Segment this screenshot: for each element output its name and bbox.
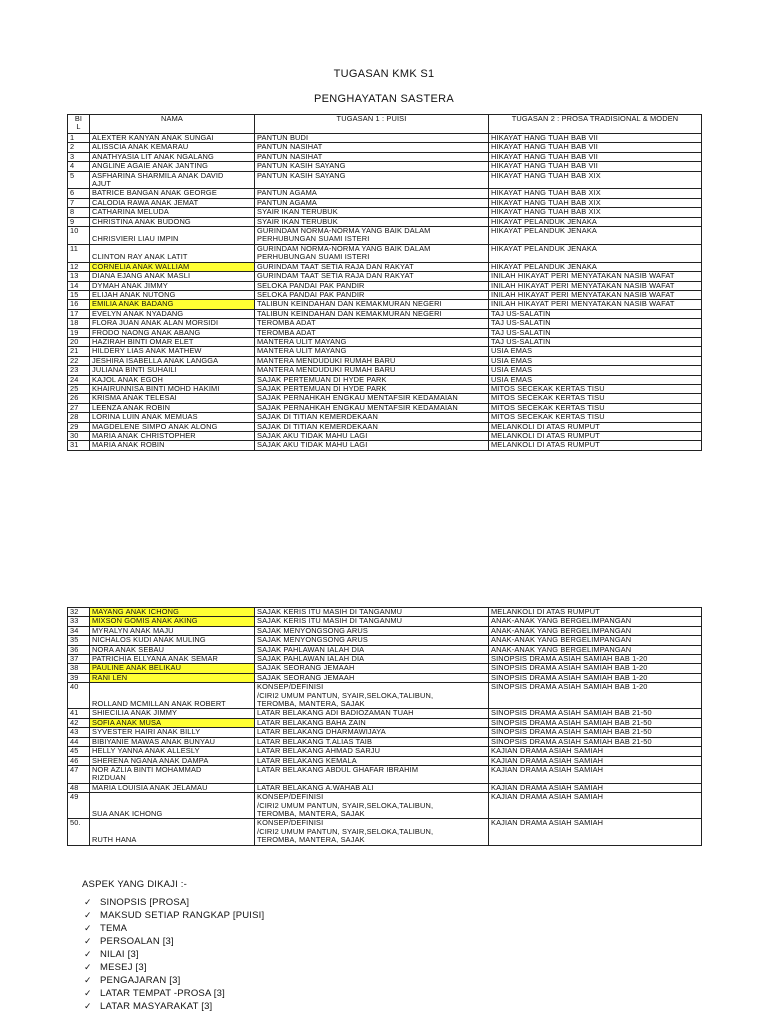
cell-tugasan-1: SAJAK KERIS ITU MASIH DI TANGANMU: [255, 617, 489, 626]
cell-tugasan-1: PANTUN AGAMA: [255, 198, 489, 207]
table-row: [68, 309, 702, 318]
cell-nama: SYVESTER HAIRI ANAK BILLY: [90, 728, 255, 737]
table-row: [68, 783, 702, 792]
cell-bil: 42: [68, 718, 90, 727]
cell-nama: CHRISTINA ANAK BUDONG: [90, 217, 255, 226]
cell-bil: 13: [68, 272, 90, 281]
cell-tugasan-2: HIKAYAT PELANDUK JENAKA: [489, 244, 702, 262]
table-row: [68, 617, 702, 626]
cell-tugasan-1: PANTUN AGAMA: [255, 189, 489, 198]
cell-tugasan-1: TALIBUN KEINDAHAN DAN KEMAKMURAN NEGERI: [255, 309, 489, 318]
table-row: [68, 290, 702, 299]
cell-tugasan-1: GURINDAM NORMA-NORMA YANG BAIK DALAM PERHUBUNGAN SUAMI ISTERI: [255, 227, 489, 245]
cell-bil: 4: [68, 162, 90, 171]
cell-bil: 28: [68, 413, 90, 422]
cell-tugasan-2: SINOPSIS DRAMA ASIAH SAMIAH BAB 21-50: [489, 737, 702, 746]
cell-nama: SUA ANAK ICHONG: [90, 793, 255, 819]
cell-nama: EMILIA ANAK BADANG: [90, 300, 255, 309]
cell-tugasan-1: PANTUN NASIHAT: [255, 152, 489, 161]
cell-bil: 41: [68, 709, 90, 718]
cell-nama: MAGDELENE SIMPO ANAK ALONG: [90, 422, 255, 431]
table-row: [68, 626, 702, 635]
table-row: [68, 747, 702, 756]
cell-bil: 40: [68, 683, 90, 709]
table-row: [68, 608, 702, 617]
cell-nama: ANATHYASIA LIT ANAK NGALANG: [90, 152, 255, 161]
cell-tugasan-1: LATAR BELAKANG ADI BADIOZAMAN TUAH: [255, 709, 489, 718]
cell-tugasan-2: INILAH HIKAYAT PERI MENYATAKAN NASIB WAFAT: [489, 281, 702, 290]
checkmark-icon: ✓: [84, 910, 92, 920]
cell-nama: SOFIA ANAK MUSA: [90, 718, 255, 727]
cell-tugasan-1: KONSEP/DEFINISI /CIRI2 UMUM PANTUN, SYAIR,SELOKA,TALIBUN, TEROMBA, MANTERA, SAJAK: [255, 793, 489, 819]
cell-tugasan-1: TEROMBA ADAT: [255, 319, 489, 328]
cell-bil: 50.: [68, 819, 90, 845]
cell-tugasan-1: GURINDAM TAAT SETIA RAJA DAN RAKYAT: [255, 272, 489, 281]
cell-tugasan-2: MITOS SECEKAK KERTAS TISU: [489, 413, 702, 422]
cell-tugasan-1: SAJAK PAHLAWAN IALAH DIA: [255, 655, 489, 664]
table-header-row: [68, 115, 702, 134]
cell-nama: NOR AZLIA BINTI MOHAMMAD RIZDUAN: [90, 765, 255, 783]
cell-nama: ALEXTER KANYAN ANAK SUNGAI: [90, 134, 255, 143]
cell-nama: FRODO NAONG ANAK ABANG: [90, 328, 255, 337]
cell-tugasan-1: SYAIR IKAN TERUBUK: [255, 208, 489, 217]
cell-tugasan-1: SAJAK MENYONGSONG ARUS: [255, 636, 489, 645]
cell-tugasan-1: MANTERA MENDUDUKI RUMAH BARU: [255, 366, 489, 375]
cell-tugasan-1: SAJAK PERTEMUAN DI HYDE PARK: [255, 375, 489, 384]
aspek-item-label: NILAI [3]: [100, 949, 139, 960]
aspek-heading: ASPEK YANG DIKAJI :-: [82, 879, 188, 890]
cell-nama: DYMAH ANAK JIMMY: [90, 281, 255, 290]
cell-bil: 6: [68, 189, 90, 198]
cell-tugasan-2: INILAH HIKAYAT PERI MENYATAKAN NASIB WAFAT: [489, 272, 702, 281]
table-row: [68, 403, 702, 412]
cell-bil: 22: [68, 356, 90, 365]
table-row: [68, 347, 702, 356]
cell-bil: 24: [68, 375, 90, 384]
cell-bil: 48: [68, 783, 90, 792]
cell-bil: 45: [68, 747, 90, 756]
aspek-item: [84, 935, 264, 948]
cell-nama: ELIJAH ANAK NUTONG: [90, 290, 255, 299]
cell-tugasan-1: PANTUN KASIH SAYANG: [255, 162, 489, 171]
cell-tugasan-2: MITOS SECEKAK KERTAS TISU: [489, 394, 702, 403]
cell-tugasan-2: HIKAYAT PELANDUK JENAKA: [489, 262, 702, 271]
cell-nama: DIANA EJANG ANAK MASLI: [90, 272, 255, 281]
table-row: [68, 636, 702, 645]
header-bil: BI L: [68, 115, 90, 134]
aspek-item-label: LATAR MASYARAKAT [3]: [100, 1001, 213, 1012]
cell-bil: 26: [68, 394, 90, 403]
cell-tugasan-1: PANTUN KASIH SAYANG: [255, 171, 489, 189]
checkmark-icon: ✓: [84, 962, 92, 972]
table-row: [68, 756, 702, 765]
table-row: [68, 319, 702, 328]
cell-nama: CATHARINA MELUDA: [90, 208, 255, 217]
table-row: [68, 337, 702, 346]
checkmark-icon: ✓: [84, 897, 92, 907]
cell-nama: PATRICHIA ELLYANA ANAK SEMAR: [90, 655, 255, 664]
cell-tugasan-1: GURINDAM NORMA-NORMA YANG BAIK DALAM PERHUBUNGAN SUAMI ISTERI: [255, 244, 489, 262]
cell-tugasan-2: USIA EMAS: [489, 356, 702, 365]
cell-bil: 16: [68, 300, 90, 309]
cell-tugasan-2: SINOPSIS DRAMA ASIAH SAMIAH BAB 1-20: [489, 683, 702, 709]
cell-tugasan-2: HIKAYAT HANG TUAH BAB XIX: [489, 208, 702, 217]
table-row: [68, 432, 702, 441]
cell-tugasan-1: TALIBUN KEINDAHAN DAN KEMAKMURAN NEGERI: [255, 300, 489, 309]
cell-tugasan-2: HIKAYAT HANG TUAH BAB XIX: [489, 189, 702, 198]
cell-tugasan-1: LATAR BELAKANG A.WAHAB ALI: [255, 783, 489, 792]
table-row: [68, 655, 702, 664]
table-row: [68, 244, 702, 262]
aspek-item: [84, 961, 264, 974]
cell-bil: 39: [68, 673, 90, 682]
cell-tugasan-2: MITOS SECEKAK KERTAS TISU: [489, 403, 702, 412]
table-row: [68, 709, 702, 718]
cell-bil: 3: [68, 152, 90, 161]
cell-nama: SHIECILIA ANAK JIMMY: [90, 709, 255, 718]
table-row: [68, 272, 702, 281]
cell-bil: 20: [68, 337, 90, 346]
table-row: [68, 134, 702, 143]
table-row: [68, 673, 702, 682]
table-row: [68, 793, 702, 819]
cell-nama: NORA ANAK SEBAU: [90, 645, 255, 654]
table-body-2: [68, 608, 702, 846]
cell-tugasan-1: SELOKA PANDAI PAK PANDIR: [255, 281, 489, 290]
cell-bil: 25: [68, 384, 90, 393]
cell-bil: 14: [68, 281, 90, 290]
cell-tugasan-2: ANAK-ANAK YANG BERGELIMPANGAN: [489, 617, 702, 626]
cell-bil: 43: [68, 728, 90, 737]
aspek-item-label: PENGAJARAN [3]: [100, 975, 181, 986]
cell-tugasan-2: HIKAYAT HANG TUAH BAB VII: [489, 134, 702, 143]
cell-tugasan-1: TEROMBA ADAT: [255, 328, 489, 337]
table-row: [68, 413, 702, 422]
cell-bil: 8: [68, 208, 90, 217]
cell-tugasan-2: USIA EMAS: [489, 347, 702, 356]
document-subtitle: PENGHAYATAN SASTERA: [314, 93, 454, 105]
cell-bil: 37: [68, 655, 90, 664]
cell-tugasan-2: SINOPSIS DRAMA ASIAH SAMIAH BAB 1-20: [489, 655, 702, 664]
cell-tugasan-1: KONSEP/DEFINISI /CIRI2 UMUM PANTUN, SYAIR,SELOKA,TALIBUN, TEROMBA, MANTERA, SAJAK: [255, 819, 489, 845]
cell-tugasan-1: SAJAK PERNAHKAH ENGKAU MENTAFSIR KEDAMAIAN: [255, 403, 489, 412]
table-row: [68, 645, 702, 654]
cell-nama: FLORA JUAN ANAK ALAN MORSIDI: [90, 319, 255, 328]
table-row: [68, 143, 702, 152]
aspek-item: [84, 1000, 264, 1013]
cell-nama: BATRICE BANGAN ANAK GEORGE: [90, 189, 255, 198]
cell-nama: CALODIA RAWA ANAK JEMAT: [90, 198, 255, 207]
table-row: [68, 217, 702, 226]
cell-nama: ALISSCIA ANAK KEMARAU: [90, 143, 255, 152]
cell-bil: 27: [68, 403, 90, 412]
table-row: [68, 328, 702, 337]
header-tugasan-2: TUGASAN 2 : PROSA TRADISIONAL & MODEN: [489, 115, 702, 134]
aspek-item: [84, 948, 264, 961]
table-row: [68, 300, 702, 309]
cell-tugasan-2: HIKAYAT HANG TUAH BAB VII: [489, 162, 702, 171]
cell-nama: LEENZA ANAK ROBIN: [90, 403, 255, 412]
table-row: [68, 366, 702, 375]
cell-tugasan-2: MELANKOLI DI ATAS RUMPUT: [489, 432, 702, 441]
cell-tugasan-2: INILAH HIKAYAT PERI MENYATAKAN NASIB WAFAT: [489, 290, 702, 299]
cell-bil: 34: [68, 626, 90, 635]
cell-bil: 38: [68, 664, 90, 673]
cell-bil: 44: [68, 737, 90, 746]
cell-tugasan-1: MANTERA ULIT MAYANG: [255, 347, 489, 356]
cell-tugasan-1: SAJAK DI TITIAN KEMERDEKAAN: [255, 422, 489, 431]
cell-tugasan-2: KAJIAN DRAMA ASIAH SAMIAH: [489, 756, 702, 765]
cell-tugasan-2: INILAH HIKAYAT PERI MENYATAKAN NASIB WAFAT: [489, 300, 702, 309]
cell-nama: HELLY YANNA ANAK ALLESLY: [90, 747, 255, 756]
aspek-item: [84, 974, 264, 987]
cell-tugasan-2: KAJIAN DRAMA ASIAH SAMIAH: [489, 747, 702, 756]
cell-bil: 30: [68, 432, 90, 441]
assignment-table-2: [67, 607, 702, 846]
cell-nama: KHAIRUNNISA BINTI MOHD HAKIMI: [90, 384, 255, 393]
cell-tugasan-2: ANAK-ANAK YANG BERGELIMPANGAN: [489, 636, 702, 645]
table-row: [68, 384, 702, 393]
cell-tugasan-2: SINOPSIS DRAMA ASIAH SAMIAH BAB 21-50: [489, 718, 702, 727]
cell-bil: 31: [68, 441, 90, 450]
table-row: [68, 819, 702, 845]
table-row: [68, 227, 702, 245]
table-row: [68, 737, 702, 746]
cell-nama: MYRALYN ANAK MAJU: [90, 626, 255, 635]
cell-bil: 35: [68, 636, 90, 645]
header-tugasan-1: TUGASAN 1 : PUISI: [255, 115, 489, 134]
cell-bil: 46: [68, 756, 90, 765]
cell-tugasan-1: SAJAK DI TITIAN KEMERDEKAAN: [255, 413, 489, 422]
table-row: [68, 728, 702, 737]
cell-tugasan-2: USIA EMAS: [489, 366, 702, 375]
cell-bil: 36: [68, 645, 90, 654]
cell-tugasan-1: LATAR BELAKANG AHMAD SARJU: [255, 747, 489, 756]
cell-bil: 29: [68, 422, 90, 431]
cell-nama: RUTH HANA: [90, 819, 255, 845]
cell-nama: MARIA ANAK CHRISTOPHER: [90, 432, 255, 441]
table-row: [68, 162, 702, 171]
cell-bil: 1: [68, 134, 90, 143]
cell-nama: KRISMA ANAK TELESAI: [90, 394, 255, 403]
cell-bil: 5: [68, 171, 90, 189]
cell-tugasan-2: USIA EMAS: [489, 375, 702, 384]
cell-bil: 49: [68, 793, 90, 819]
cell-tugasan-2: ANAK-ANAK YANG BERGELIMPANGAN: [489, 626, 702, 635]
cell-tugasan-2: MELANKOLI DI ATAS RUMPUT: [489, 422, 702, 431]
cell-tugasan-2: KAJIAN DRAMA ASIAH SAMIAH: [489, 819, 702, 845]
cell-tugasan-2: HIKAYAT PELANDUK JENAKA: [489, 217, 702, 226]
aspek-section: [82, 879, 264, 1013]
cell-nama: ASFHARINA SHARMILA ANAK DAVID AJUT: [90, 171, 255, 189]
assignment-table-1: [67, 114, 702, 451]
cell-bil: 32: [68, 608, 90, 617]
cell-tugasan-1: SAJAK SEORANG JEMAAH: [255, 664, 489, 673]
cell-nama: MAYANG ANAK ICHONG: [90, 608, 255, 617]
cell-nama: PAULINE ANAK BELIKAU: [90, 664, 255, 673]
cell-nama: JULIANA BINTI SUHAILI: [90, 366, 255, 375]
checkmark-icon: ✓: [84, 1001, 92, 1011]
cell-tugasan-1: KONSEP/DEFINISI /CIRI2 UMUM PANTUN, SYAIR,SELOKA,TALIBUN, TEROMBA, MANTERA, SAJAK: [255, 683, 489, 709]
cell-tugasan-2: HIKAYAT HANG TUAH BAB VII: [489, 143, 702, 152]
cell-bil: 10: [68, 227, 90, 245]
cell-nama: ROLLAND MCMILLAN ANAK ROBERT: [90, 683, 255, 709]
aspek-item: [84, 896, 264, 909]
cell-nama: KAJOL ANAK EGOH: [90, 375, 255, 384]
document-title: TUGASAN KMK S1: [333, 68, 435, 80]
cell-nama: EVELYN ANAK NYADANG: [90, 309, 255, 318]
aspek-item-label: LATAR TEMPAT -PROSA [3]: [100, 988, 225, 999]
table-row: [68, 171, 702, 189]
table-row: [68, 765, 702, 783]
aspek-item-label: SINOPSIS [PROSA]: [100, 897, 190, 908]
cell-tugasan-1: LATAR BELAKANG ABDUL GHAFAR IBRAHIM: [255, 765, 489, 783]
header-nama: NAMA: [90, 115, 255, 134]
table-row: [68, 664, 702, 673]
cell-tugasan-2: TAJ US-SALATIN: [489, 309, 702, 318]
cell-tugasan-1: SAJAK AKU TIDAK MAHU LAGI: [255, 432, 489, 441]
cell-nama: LORINA LUIN ANAK MEMUAS: [90, 413, 255, 422]
table-body-1: [68, 134, 702, 451]
cell-tugasan-2: SINOPSIS DRAMA ASIAH SAMIAH BAB 1-20: [489, 664, 702, 673]
cell-nama: SHERENA NGANA ANAK DAMPA: [90, 756, 255, 765]
cell-tugasan-2: TAJ US-SALATIN: [489, 337, 702, 346]
cell-nama: NICHALOS KUDI ANAK MULING: [90, 636, 255, 645]
cell-bil: 17: [68, 309, 90, 318]
cell-tugasan-2: SINOPSIS DRAMA ASIAH SAMIAH BAB 21-50: [489, 728, 702, 737]
cell-tugasan-1: SAJAK PAHLAWAN IALAH DIA: [255, 645, 489, 654]
table-row: [68, 718, 702, 727]
cell-tugasan-1: SYAIR IKAN TERUBUK: [255, 217, 489, 226]
cell-bil: 12: [68, 262, 90, 271]
cell-bil: 18: [68, 319, 90, 328]
cell-tugasan-2: KAJIAN DRAMA ASIAH SAMIAH: [489, 783, 702, 792]
cell-bil: 23: [68, 366, 90, 375]
checkmark-icon: ✓: [84, 923, 92, 933]
cell-tugasan-1: LATAR BELAKANG BAHA ZAIN: [255, 718, 489, 727]
cell-tugasan-2: MITOS SECEKAK KERTAS TISU: [489, 384, 702, 393]
cell-tugasan-2: SINOPSIS DRAMA ASIAH SAMIAH BAB 1-20: [489, 673, 702, 682]
cell-bil: 47: [68, 765, 90, 783]
cell-tugasan-1: MANTERA ULIT MAYANG: [255, 337, 489, 346]
cell-nama: MARIA LOUISIA ANAK JELAMAU: [90, 783, 255, 792]
aspek-item: [84, 922, 264, 935]
table-row: [68, 683, 702, 709]
cell-nama: JESHIRA ISABELLA ANAK LANGGA: [90, 356, 255, 365]
cell-tugasan-1: SAJAK KERIS ITU MASIH DI TANGANMU: [255, 608, 489, 617]
aspek-item-label: PERSOALAN [3]: [100, 936, 174, 947]
checkmark-icon: ✓: [84, 949, 92, 959]
cell-tugasan-1: LATAR BELAKANG KEMALA: [255, 756, 489, 765]
table-row: [68, 152, 702, 161]
aspek-item-label: MAKSUD SETIAP RANGKAP [PUISI]: [100, 910, 265, 921]
cell-bil: 2: [68, 143, 90, 152]
cell-tugasan-2: TAJ US-SALATIN: [489, 319, 702, 328]
cell-nama: ANGLINE AGAIE ANAK JANTING: [90, 162, 255, 171]
cell-tugasan-2: MELANKOLI DI ATAS RUMPUT: [489, 441, 702, 450]
cell-nama: CHRISVIERI LIAU IMPIN: [90, 227, 255, 245]
cell-tugasan-1: PANTUN BUDI: [255, 134, 489, 143]
cell-tugasan-1: SELOKA PANDAI PAK PANDIR: [255, 290, 489, 299]
table-row: [68, 441, 702, 450]
table-row: [68, 198, 702, 207]
cell-nama: HILDERY LIAS ANAK MATHEW: [90, 347, 255, 356]
cell-tugasan-2: HIKAYAT HANG TUAH BAB XIX: [489, 171, 702, 189]
cell-tugasan-2: MELANKOLI DI ATAS RUMPUT: [489, 608, 702, 617]
cell-tugasan-1: LATAR BELAKANG DHARMAWIJAYA: [255, 728, 489, 737]
cell-bil: 7: [68, 198, 90, 207]
cell-bil: 15: [68, 290, 90, 299]
aspek-item-label: MESEJ [3]: [100, 962, 147, 973]
checkmark-icon: ✓: [84, 936, 92, 946]
cell-tugasan-1: MANTERA MENDUDUKI RUMAH BARU: [255, 356, 489, 365]
checkmark-icon: ✓: [84, 975, 92, 985]
cell-tugasan-2: SINOPSIS DRAMA ASIAH SAMIAH BAB 21-50: [489, 709, 702, 718]
cell-nama: RANI LEN: [90, 673, 255, 682]
cell-tugasan-1: SAJAK AKU TIDAK MAHU LAGI: [255, 441, 489, 450]
cell-tugasan-2: HIKAYAT HANG TUAH BAB VII: [489, 152, 702, 161]
cell-tugasan-2: HIKAYAT PELANDUK JENAKA: [489, 227, 702, 245]
table-row: [68, 208, 702, 217]
aspek-item: [84, 987, 264, 1000]
cell-nama: CORNELIA ANAK WALLIAM: [90, 262, 255, 271]
cell-bil: 19: [68, 328, 90, 337]
cell-bil: 33: [68, 617, 90, 626]
table-row: [68, 422, 702, 431]
cell-tugasan-2: KAJIAN DRAMA ASIAH SAMIAH: [489, 765, 702, 783]
table-row: [68, 281, 702, 290]
cell-nama: MARIA ANAK ROBIN: [90, 441, 255, 450]
cell-tugasan-1: SAJAK SEORANG JEMAAH: [255, 673, 489, 682]
cell-bil: 11: [68, 244, 90, 262]
cell-nama: MIXSON GOMIS ANAK AKING: [90, 617, 255, 626]
cell-tugasan-1: SAJAK PERNAHKAH ENGKAU MENTAFSIR KEDAMAIAN: [255, 394, 489, 403]
cell-tugasan-1: SAJAK MENYONGSONG ARUS: [255, 626, 489, 635]
table-row: [68, 189, 702, 198]
cell-tugasan-1: LATAR BELAKANG T.ALIAS TAIB: [255, 737, 489, 746]
table-row: [68, 375, 702, 384]
cell-bil: 9: [68, 217, 90, 226]
cell-tugasan-1: GURINDAM TAAT SETIA RAJA DAN RAKYAT: [255, 262, 489, 271]
cell-tugasan-2: HIKAYAT HANG TUAH BAB XIX: [489, 198, 702, 207]
cell-nama: CLINTON RAY ANAK LATIT: [90, 244, 255, 262]
aspek-item-label: TEMA: [100, 923, 128, 934]
table-row: [68, 356, 702, 365]
aspek-item: [84, 909, 264, 922]
cell-tugasan-2: ANAK-ANAK YANG BERGELIMPANGAN: [489, 645, 702, 654]
cell-nama: BIBIYANIE MAWAS ANAK BUNYAU: [90, 737, 255, 746]
cell-bil: 21: [68, 347, 90, 356]
aspek-list: [82, 896, 264, 1013]
checkmark-icon: ✓: [84, 988, 92, 998]
cell-tugasan-1: PANTUN NASIHAT: [255, 143, 489, 152]
cell-nama: HAZIRAH BINTI OMAR ELET: [90, 337, 255, 346]
cell-tugasan-2: TAJ US-SALATIN: [489, 328, 702, 337]
table-row: [68, 394, 702, 403]
cell-tugasan-2: KAJIAN DRAMA ASIAH SAMIAH: [489, 793, 702, 819]
cell-tugasan-1: SAJAK PERTEMUAN DI HYDE PARK: [255, 384, 489, 393]
table-row: [68, 262, 702, 271]
